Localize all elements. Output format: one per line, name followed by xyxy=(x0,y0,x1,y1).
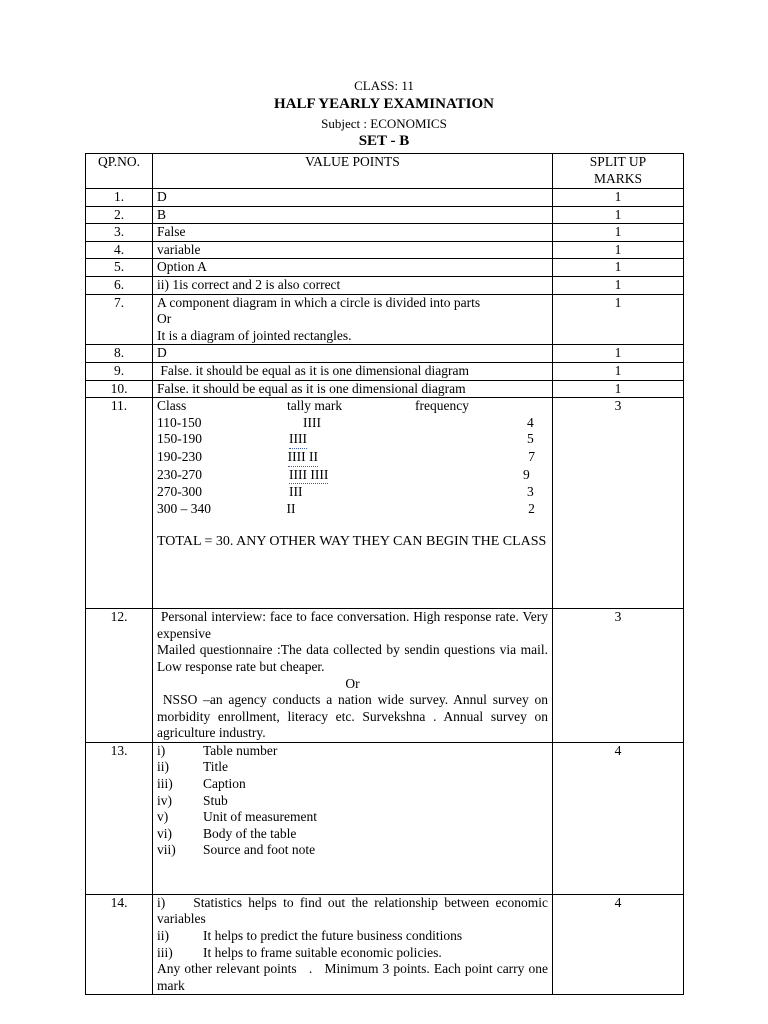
table-row xyxy=(86,345,684,363)
list-text: Stub xyxy=(203,792,228,808)
method-personal-interview: Personal interview: face to face conversation. High response rate. Very expensive xyxy=(157,609,552,641)
list-number: iii) xyxy=(157,776,173,792)
answer-key-table xyxy=(85,153,684,995)
value-point: D xyxy=(153,345,553,363)
split-marks: 1 xyxy=(553,276,684,294)
list-number: iv) xyxy=(157,792,172,808)
tally-frequency: 3 xyxy=(527,484,534,500)
tally-mark xyxy=(287,431,415,449)
tally-class: 190-230 xyxy=(157,448,202,464)
list-text: Unit of measurement xyxy=(203,809,317,825)
list-item xyxy=(157,776,548,793)
table-row xyxy=(86,206,684,224)
tally-class: 230-270 xyxy=(157,466,202,482)
column-header-value-points: VALUE POINTS xyxy=(153,154,553,189)
table-row xyxy=(86,742,684,894)
split-marks: 1 xyxy=(553,206,684,224)
value-point: D xyxy=(153,189,553,207)
question-number: 1. xyxy=(86,189,153,207)
list-number: v) xyxy=(157,809,169,825)
list-text: Caption xyxy=(203,776,246,792)
value-point xyxy=(153,894,553,995)
question-number: 13. xyxy=(86,742,153,894)
list-item xyxy=(157,809,548,826)
list-item xyxy=(157,759,548,776)
method-mailed-questionnaire: Mailed questionnaire :The data collected by sendin questions via mail. Low response rate but cheaper. xyxy=(157,642,548,674)
split-marks: 1 xyxy=(553,259,684,277)
split-marks: 1 xyxy=(553,294,684,345)
tally-frequency: 4 xyxy=(527,414,534,430)
list-number: vii) xyxy=(157,842,176,858)
value-line: Or xyxy=(157,311,172,327)
marks-header-line2: MARKS xyxy=(593,170,642,186)
class-line: CLASS: 11 xyxy=(354,78,414,93)
column-header-qpno: QP.NO. xyxy=(86,154,153,189)
tally-row xyxy=(157,449,548,467)
list-item xyxy=(157,743,548,760)
list-item xyxy=(157,945,548,962)
tally-col-mark: tally mark xyxy=(287,398,343,414)
tally-total-note: TOTAL = 30. ANY OTHER WAY THEY CAN BEGIN THE CLASS xyxy=(157,534,547,550)
question-number: 7. xyxy=(86,294,153,345)
tally-class: 270-300 xyxy=(157,484,202,500)
split-marks: 3 xyxy=(553,609,684,743)
table-row xyxy=(86,189,684,207)
question-number: 5. xyxy=(86,259,153,277)
split-marks: 4 xyxy=(553,894,684,995)
tally-class: 110-150 xyxy=(157,414,202,430)
tally-frequency: 7 xyxy=(528,448,535,464)
split-marks: 4 xyxy=(553,742,684,894)
list-text: Body of the table xyxy=(203,825,297,841)
tally-frequency: 5 xyxy=(527,431,534,447)
list-text: It helps to predict the future business conditions xyxy=(203,928,463,944)
question-number: 9. xyxy=(86,362,153,380)
value-point xyxy=(153,742,553,894)
tally-row xyxy=(157,484,548,501)
question-number: 4. xyxy=(86,241,153,259)
value-point: False. it should be equal as it is one dimensional diagram xyxy=(153,380,553,398)
tally-mark: II xyxy=(286,500,296,516)
tally-row xyxy=(157,431,548,449)
question-number: 12. xyxy=(86,609,153,743)
tally-mark-text: IIII xyxy=(289,431,307,449)
list-number: ii) xyxy=(157,928,169,944)
tally-mark xyxy=(287,467,415,485)
tally-mark xyxy=(286,449,413,467)
tally-row xyxy=(157,415,548,432)
exam-title: HALF YEARLY EXAMINATION xyxy=(273,96,495,112)
table-row xyxy=(86,294,684,345)
table-row xyxy=(86,224,684,242)
marks-header-line1: SPLIT UP xyxy=(589,154,647,169)
split-marks: 1 xyxy=(553,189,684,207)
split-marks: 3 xyxy=(553,398,684,609)
list-item xyxy=(157,793,548,810)
question-number: 14. xyxy=(86,894,153,995)
value-point xyxy=(153,398,553,609)
spacer xyxy=(157,517,548,534)
value-point: Option A xyxy=(153,259,553,277)
table-header-row xyxy=(86,154,684,189)
split-marks: 1 xyxy=(553,224,684,242)
column-header-marks xyxy=(553,154,684,189)
value-point: ii) 1is correct and 2 is also correct xyxy=(153,276,553,294)
table-row xyxy=(86,259,684,277)
list-item xyxy=(157,842,548,859)
subject-line: Subject : ECONOMICS xyxy=(321,116,447,131)
list-item xyxy=(157,826,548,843)
marking-note: Any other relevant points . Minimum 3 points. Each point carry one mark xyxy=(157,961,552,993)
split-marks: 1 xyxy=(553,362,684,380)
question-number: 8. xyxy=(86,345,153,363)
table-row xyxy=(86,362,684,380)
tally-col-frequency: frequency xyxy=(415,398,469,414)
list-text: Title xyxy=(203,759,229,775)
tally-frequency: 9 xyxy=(523,466,530,482)
set-label: SET - B xyxy=(358,133,410,149)
value-point xyxy=(153,609,553,743)
split-marks: 1 xyxy=(553,241,684,259)
table-row xyxy=(86,276,684,294)
or-separator: Or xyxy=(345,675,360,691)
method-nsso: NSSO –an agency conducts a nation wide survey. Annul survey on morbidity enrollment, literacy etc. Survekshna . Annual survey on agriculture industry. xyxy=(157,692,552,741)
value-point: variable xyxy=(153,241,553,259)
value-line: It is a diagram of jointed rectangles. xyxy=(157,327,352,343)
table-row xyxy=(86,609,684,743)
list-text: Source and foot note xyxy=(203,842,316,858)
list-item xyxy=(157,895,548,928)
value-point: False xyxy=(153,224,553,242)
question-number: 3. xyxy=(86,224,153,242)
tally-mark-text: IIII IIII xyxy=(289,467,328,485)
tally-frequency: 2 xyxy=(528,500,535,516)
question-number: 10. xyxy=(86,380,153,398)
list-text: Table number xyxy=(203,742,278,758)
tally-mark: IIII xyxy=(303,414,321,430)
question-number: 11. xyxy=(86,398,153,609)
tally-row xyxy=(157,467,548,485)
question-number: 6. xyxy=(86,276,153,294)
list-number: ii) xyxy=(157,759,169,775)
split-marks: 1 xyxy=(553,345,684,363)
question-number: 2. xyxy=(86,206,153,224)
list-number: i) xyxy=(157,742,166,758)
tally-col-class: Class xyxy=(157,398,187,414)
list-text: It helps to frame suitable economic policies. xyxy=(203,944,442,960)
tally-header xyxy=(157,398,548,415)
tally-class: 300 – 340 xyxy=(157,500,211,516)
list-number: iii) xyxy=(157,944,173,960)
tally-class: 150-190 xyxy=(157,431,202,447)
tally-mark: III xyxy=(289,484,303,500)
list-item xyxy=(157,928,548,945)
tally-mark-text: IIII II xyxy=(288,449,318,467)
value-line: A component diagram in which a circle is divided into parts xyxy=(157,294,481,310)
table-row xyxy=(86,894,684,995)
list-number: i) xyxy=(157,894,166,910)
table-row xyxy=(86,241,684,259)
value-point: B xyxy=(153,206,553,224)
list-text: Statistics helps to find out the relationship between economic variables xyxy=(157,894,548,927)
value-point xyxy=(153,294,553,345)
table-row xyxy=(86,398,684,609)
tally-row xyxy=(157,501,548,518)
list-number: vi) xyxy=(157,825,172,841)
value-point: False. it should be equal as it is one dimensional diagram xyxy=(153,362,553,380)
split-marks: 1 xyxy=(553,380,684,398)
table-row xyxy=(86,380,684,398)
